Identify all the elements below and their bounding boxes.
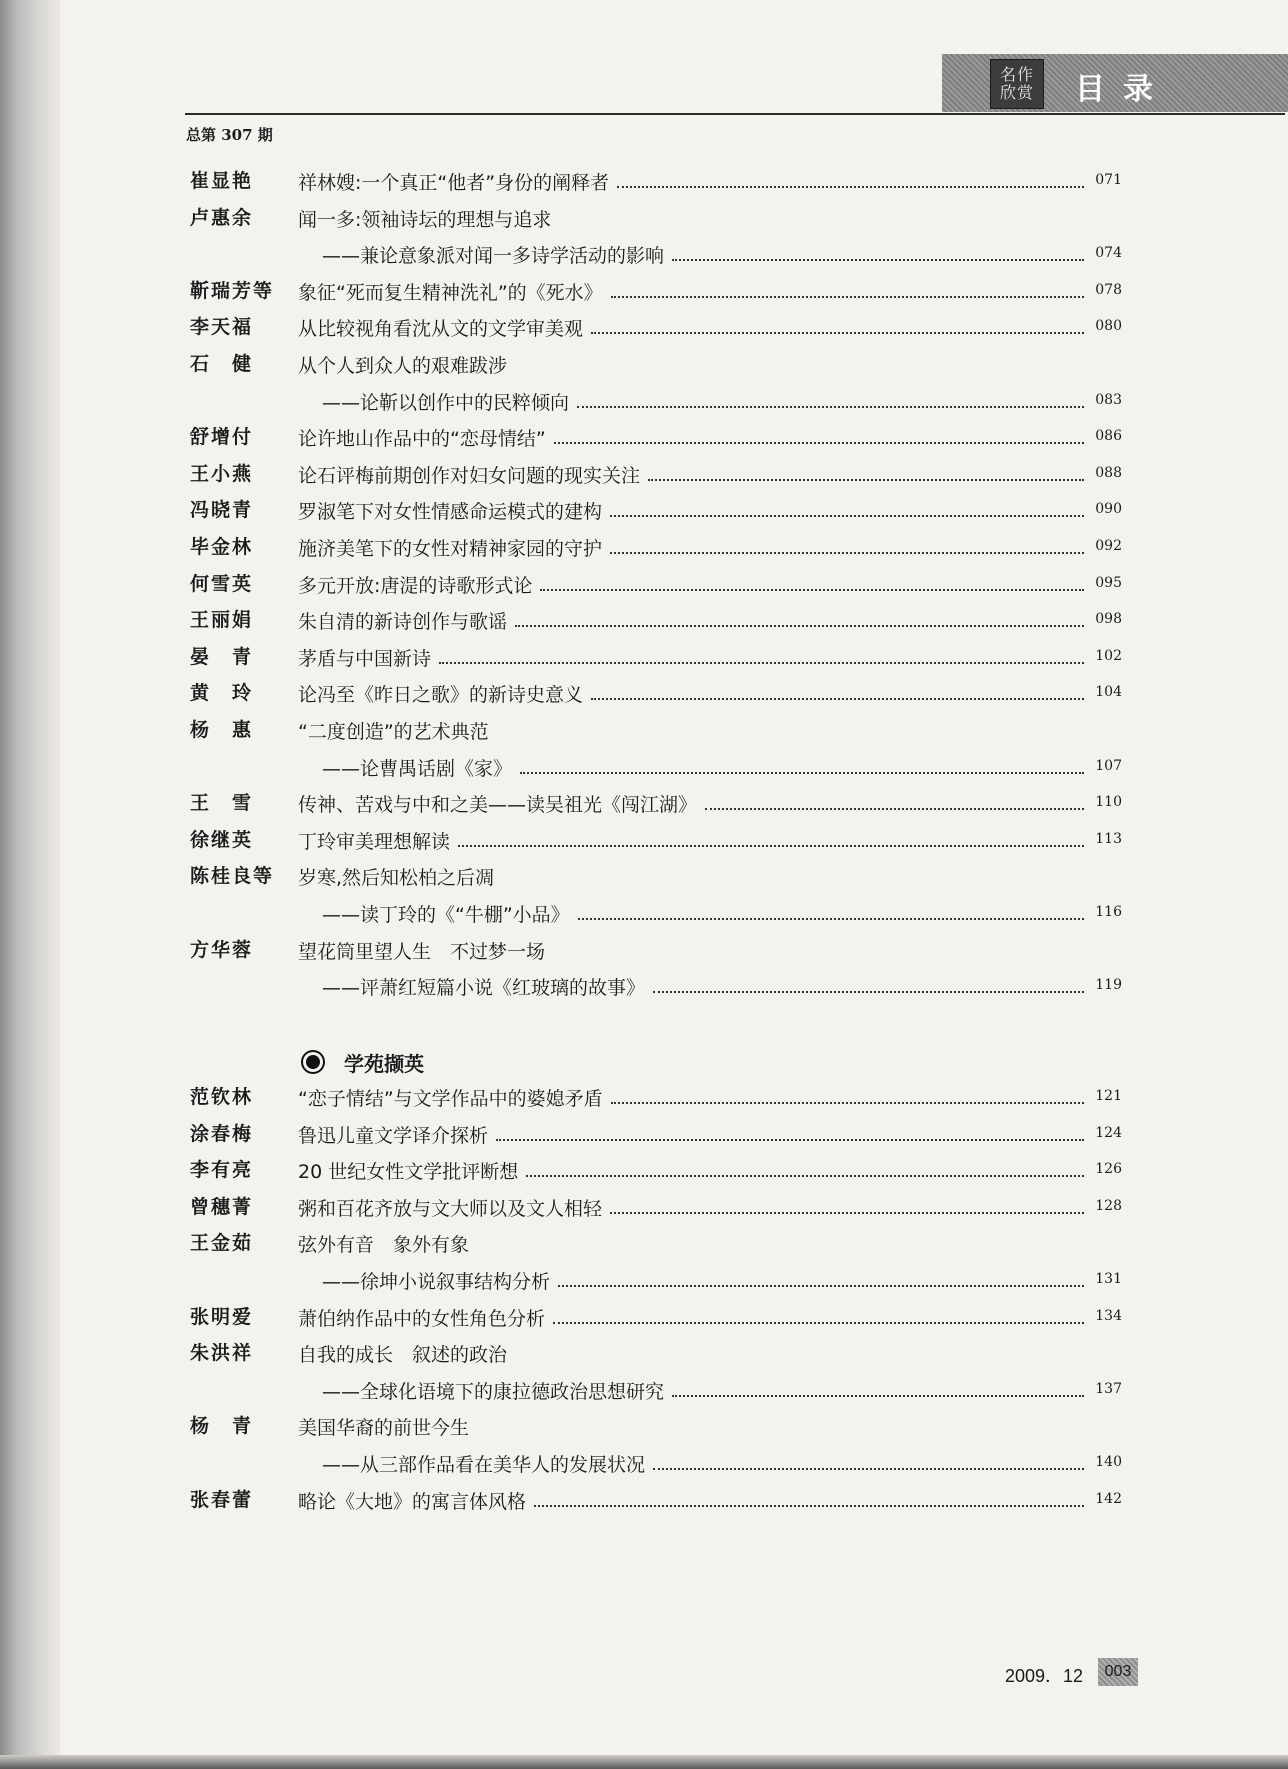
section-heading: [302, 1047, 424, 1077]
toc-entry: [0, 312, 1288, 342]
toc-entry: [0, 1119, 1288, 1149]
magazine-logo-text: 名作欣赏: [999, 65, 1034, 102]
dot-leader: [534, 1505, 1084, 1507]
toc-line: [298, 715, 1092, 745]
toc-author: 李有亮: [190, 1159, 254, 1181]
toc-title: 论石评梅前期创作对妇女问题的现实关注: [298, 464, 641, 487]
toc-line: [298, 569, 1092, 599]
toc-entry: [0, 276, 1288, 306]
toc-subtitle-row: [0, 752, 1288, 782]
toc-page-number: 131: [1095, 1271, 1122, 1287]
toc-title: 自我的成长 叙述的政治: [298, 1343, 508, 1366]
toc-author: 陈桂良等: [190, 865, 275, 887]
toc-entry: [0, 532, 1288, 562]
toc-title: 萧伯纳作品中的女性角色分析: [298, 1307, 546, 1330]
footer-page-number: 003: [1098, 1658, 1138, 1686]
toc-author: 王丽娟: [190, 609, 254, 631]
toc-title: 祥林嫂:一个真正“他者”身份的阐释者: [298, 171, 610, 194]
dot-leader: [496, 1139, 1084, 1141]
toc-entry: [0, 1485, 1288, 1515]
toc-author: 杨 惠: [190, 719, 254, 741]
dot-leader: [611, 1102, 1084, 1104]
toc-author: 李天福: [190, 316, 254, 338]
toc-line: [322, 1265, 1092, 1295]
dot-leader: [520, 772, 1084, 774]
toc-subtitle-row: [0, 1375, 1288, 1405]
dot-leader: [591, 698, 1084, 700]
toc-author: 杨 青: [190, 1415, 254, 1437]
toc-line: [322, 971, 1092, 1001]
toc-title: 传神、苦戏与中和之美——读吴祖光《闯江湖》: [298, 793, 698, 816]
toc-author: 王 雪: [190, 792, 254, 814]
toc-author: 王金茹: [190, 1232, 254, 1254]
toc-subtitle: ——论曹禺话剧《家》: [322, 757, 513, 780]
toc-entry: [0, 1192, 1288, 1222]
dot-leader: [515, 625, 1084, 627]
toc-entry: [0, 166, 1288, 196]
toc-author: 朱洪祥: [190, 1342, 254, 1364]
toc-page-number: 095: [1095, 575, 1122, 591]
toc-subtitle: ——徐坤小说叙事结构分析: [322, 1270, 551, 1293]
dot-leader: [653, 991, 1084, 993]
toc-entry: [0, 1155, 1288, 1185]
toc-title: 论冯至《昨日之歌》的新诗史意义: [298, 683, 584, 706]
toc-entry: [0, 825, 1288, 855]
toc-line: [322, 1448, 1092, 1478]
dot-leader: [648, 479, 1084, 481]
toc-page-number: 110: [1095, 794, 1122, 810]
toc-subtitle-row: [0, 386, 1288, 416]
toc-page-number: 142: [1095, 1491, 1122, 1507]
dot-leader: [558, 1285, 1084, 1287]
toc-line: [298, 166, 1092, 196]
toc-title: 弦外有音 象外有象: [298, 1233, 470, 1256]
toc-title: 20 世纪女性文学批评断想: [298, 1160, 519, 1183]
toc-page-number: 128: [1095, 1198, 1122, 1214]
toc-page-number: 107: [1095, 758, 1122, 774]
toc-entry: [0, 1411, 1288, 1441]
magazine-logo: [990, 59, 1044, 109]
toc-author: 张明爱: [190, 1306, 254, 1328]
section-label: 目录: [1075, 72, 1171, 107]
dot-leader: [439, 662, 1084, 664]
toc-author: 石 健: [190, 353, 254, 375]
dot-leader: [577, 406, 1084, 408]
toc-subtitle: ——全球化语境下的康拉德政治思想研究: [322, 1380, 665, 1403]
toc-title: 望花筒里望人生 不过梦一场: [298, 940, 546, 963]
toc-page-number: 113: [1095, 831, 1122, 847]
toc-line: [298, 532, 1092, 562]
dot-leader: [540, 589, 1084, 591]
toc-line: [298, 349, 1092, 379]
toc-page-number: 140: [1095, 1454, 1122, 1470]
toc-author: 范钦林: [190, 1086, 254, 1108]
bullet-icon: [306, 1055, 320, 1069]
toc-entry: [0, 1302, 1288, 1332]
toc-line: [322, 239, 1092, 269]
toc-page-number: 126: [1095, 1161, 1122, 1177]
toc-line: [298, 1411, 1092, 1441]
toc-page-number: 119: [1095, 977, 1122, 993]
toc-page-number: 083: [1095, 392, 1122, 408]
dot-leader: [591, 332, 1084, 334]
toc-page-number: 092: [1095, 538, 1122, 554]
toc-line: [298, 1338, 1092, 1368]
toc-subtitle: ——评萧红短篇小说《红玻璃的故事》: [322, 976, 646, 999]
dot-leader: [553, 1322, 1084, 1324]
toc-page-number: 071: [1095, 172, 1122, 188]
toc-entry: [0, 861, 1288, 891]
dot-leader: [458, 845, 1084, 847]
toc-line: [322, 1375, 1092, 1405]
toc-author: 毕金林: [190, 536, 254, 558]
toc-subtitle-row: [0, 239, 1288, 269]
toc-title: 从比较视角看沈从文的文学审美观: [298, 317, 584, 340]
toc-page-number: 088: [1095, 465, 1122, 481]
toc-author: 卢惠余: [190, 207, 254, 229]
toc-page-number: 090: [1095, 501, 1122, 517]
toc-title: “恋子情结”与文学作品中的婆媳矛盾: [298, 1087, 603, 1110]
toc-line: [322, 386, 1092, 416]
toc-line: [298, 495, 1092, 525]
toc-entry: [0, 1228, 1288, 1258]
dot-leader: [611, 296, 1084, 298]
toc-page-number: 086: [1095, 428, 1122, 444]
toc-entry: [0, 495, 1288, 525]
toc-title: 丁玲审美理想解读: [298, 830, 451, 853]
toc-title: 岁寒,然后知松柏之后凋: [298, 866, 495, 889]
toc-author: 曾穗菁: [190, 1196, 254, 1218]
toc-line: [298, 1228, 1092, 1258]
toc-page-number: 124: [1095, 1125, 1122, 1141]
issue-label: 总第 307 期: [186, 126, 273, 144]
toc-line: [298, 276, 1092, 306]
toc-title: 朱自清的新诗创作与歌谣: [298, 610, 508, 633]
toc-entry: [0, 569, 1288, 599]
toc-entry: [0, 1338, 1288, 1368]
toc-page-number: 102: [1095, 648, 1122, 664]
toc-author: 靳瑞芳等: [190, 280, 275, 302]
toc-title: 粥和百花齐放与文大师以及文人相轻: [298, 1197, 603, 1220]
toc-entry: [0, 349, 1288, 379]
toc-line: [298, 1119, 1092, 1149]
toc-entry: [0, 678, 1288, 708]
toc-subtitle: ——读丁玲的《“牛棚”小品》: [322, 903, 570, 926]
toc-subtitle-row: [0, 971, 1288, 1001]
toc-author: 晏 青: [190, 646, 254, 668]
toc-author: 冯晓青: [190, 499, 254, 521]
toc-title: 多元开放:唐湜的诗歌形式论: [298, 574, 533, 597]
toc-author: 王小燕: [190, 463, 254, 485]
toc-page-number: 078: [1095, 282, 1122, 298]
dot-leader: [578, 918, 1084, 920]
toc-line: [322, 898, 1092, 928]
dot-leader: [610, 515, 1084, 517]
dot-leader: [610, 552, 1084, 554]
toc-line: [298, 642, 1092, 672]
toc-line: [298, 1302, 1092, 1332]
toc-author: 方华蓉: [190, 939, 254, 961]
toc-author: 何雪英: [190, 573, 254, 595]
toc-subtitle-row: [0, 1265, 1288, 1295]
toc-line: [298, 1155, 1092, 1185]
toc-entry: [0, 715, 1288, 745]
footer-date: 2009．12: [1005, 1666, 1084, 1686]
toc-title: “二度创造”的艺术典范: [298, 720, 489, 743]
dot-leader: [617, 186, 1084, 188]
dot-leader: [653, 1468, 1084, 1470]
toc-line: [298, 422, 1092, 452]
toc-page-number: 121: [1095, 1088, 1122, 1104]
toc-entry: [0, 642, 1288, 672]
toc-subtitle-row: [0, 1448, 1288, 1478]
toc-author: 徐继英: [190, 829, 254, 851]
dot-leader: [705, 808, 1084, 810]
toc-author: 黄 玲: [190, 682, 254, 704]
toc-line: [298, 459, 1092, 489]
toc-entry: [0, 1082, 1288, 1112]
toc-title: 美国华裔的前世今生: [298, 1416, 470, 1439]
toc-author: 崔显艳: [190, 170, 254, 192]
toc-author: 张春蕾: [190, 1489, 254, 1511]
toc-author: 舒增付: [190, 426, 254, 448]
toc-entry: [0, 788, 1288, 818]
toc-entry: [0, 605, 1288, 635]
page-bottom-edge: [0, 1755, 1288, 1769]
toc-page-number: 104: [1095, 684, 1122, 700]
toc-line: [298, 678, 1092, 708]
toc-line: [298, 1082, 1092, 1112]
toc-page-number: 098: [1095, 611, 1122, 627]
toc-title: 施济美笔下的女性对精神家园的守护: [298, 537, 603, 560]
toc-title: 从个人到众人的艰难跋涉: [298, 354, 508, 377]
toc-entry: [0, 422, 1288, 452]
toc-subtitle: ——从三部作品看在美华人的发展状况: [322, 1453, 646, 1476]
toc-subtitle: ——兼论意象派对闻一多诗学活动的影响: [322, 244, 665, 267]
toc-page-number: 116: [1095, 904, 1122, 920]
toc-subtitle-row: [0, 898, 1288, 928]
toc-title: 闻一多:领袖诗坛的理想与追求: [298, 208, 552, 231]
toc-author: 涂春梅: [190, 1123, 254, 1145]
toc-title: 鲁迅儿童文学译介探析: [298, 1124, 489, 1147]
toc-entry: [0, 203, 1288, 233]
dot-leader: [672, 259, 1084, 261]
dot-leader: [672, 1395, 1084, 1397]
section-title: 学苑撷英: [344, 1051, 424, 1076]
toc-title: 罗淑笔下对女性情感命运模式的建构: [298, 500, 603, 523]
toc-entry: [0, 459, 1288, 489]
toc-line: [298, 203, 1092, 233]
toc-title: 略论《大地》的寓言体风格: [298, 1490, 527, 1513]
toc-line: [298, 312, 1092, 342]
toc-page-number: 137: [1095, 1381, 1122, 1397]
header-rule: [185, 113, 1285, 115]
toc-entry: [0, 935, 1288, 965]
toc-title: 茅盾与中国新诗: [298, 647, 432, 670]
toc-line: [298, 605, 1092, 635]
toc-line: [298, 788, 1092, 818]
toc-line: [298, 935, 1092, 965]
dot-leader: [554, 442, 1084, 444]
toc-page-number: 134: [1095, 1308, 1122, 1324]
toc-line: [298, 861, 1092, 891]
toc-line: [322, 752, 1092, 782]
toc-page-number: 074: [1095, 245, 1122, 261]
toc-line: [298, 1192, 1092, 1222]
toc-subtitle: ——论靳以创作中的民粹倾向: [322, 391, 570, 414]
toc-line: [298, 825, 1092, 855]
dot-leader: [610, 1212, 1084, 1214]
toc-title: 论许地山作品中的“恋母情结”: [298, 427, 546, 450]
toc-title: 象征“死而复生精神洗礼”的《死水》: [298, 281, 603, 304]
toc-line: [298, 1485, 1092, 1515]
dot-leader: [526, 1175, 1084, 1177]
toc-page-number: 080: [1095, 318, 1122, 334]
